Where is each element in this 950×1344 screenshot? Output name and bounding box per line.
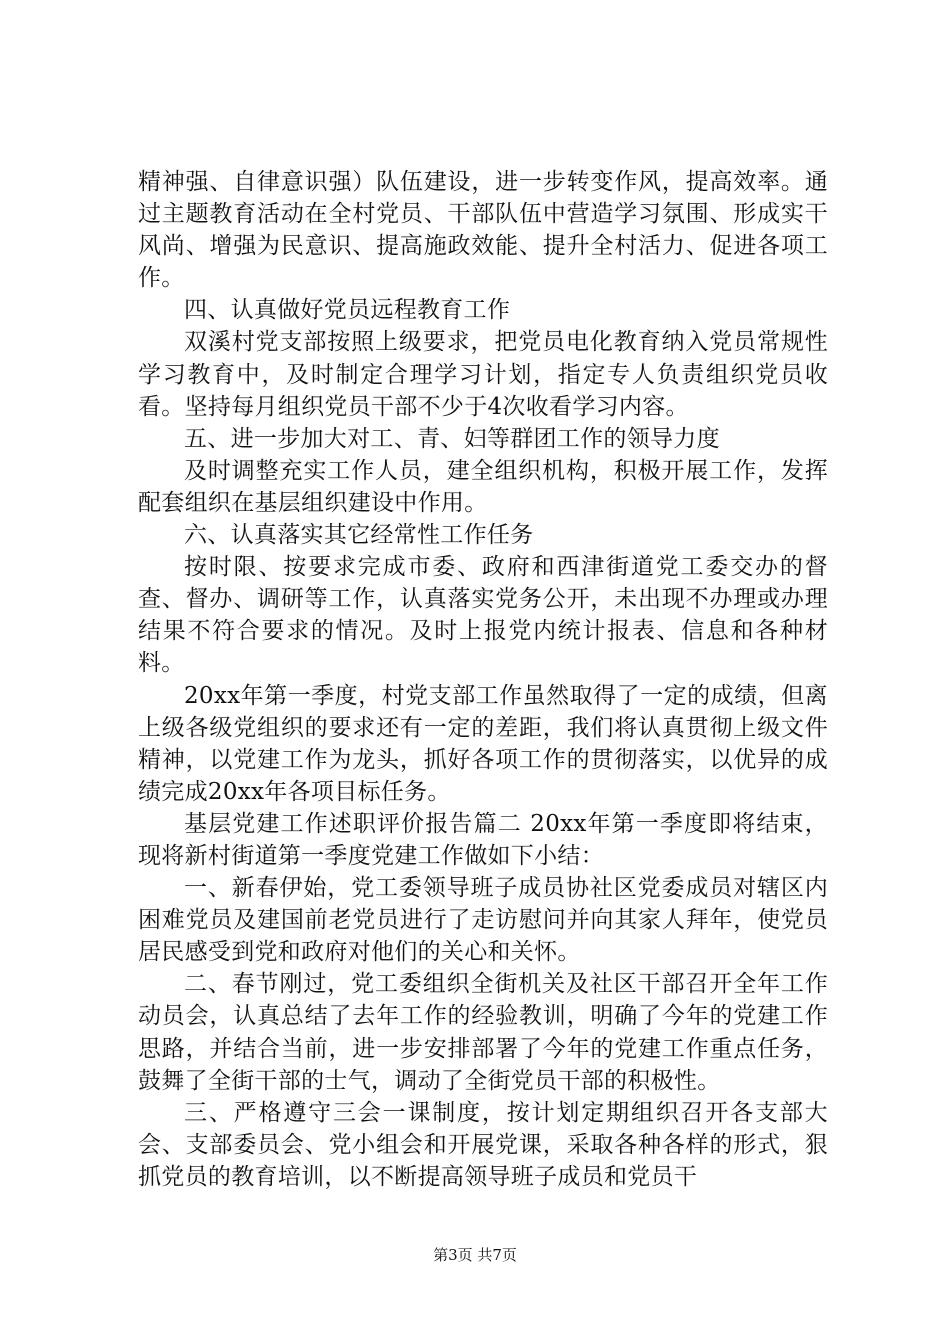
section-heading: 六、认真落实其它经常性工作任务 bbox=[184, 522, 534, 549]
paragraph: 精神强、自律意识强）队伍建设，进一步转变作风，提高效率。通过主题教育活动在全村党员、干部队伍中营造学习氛围、形成实干风尚、增强为民意识、提高施政效能、提升全村活力、促进各项工作。 bbox=[138, 169, 828, 292]
paragraph: 双溪村党支部按照上级要求，把党员电化教育纳入党员常规性学习教育中，及时制定合理学习计划，指定专人负责组织党员收看。坚持每月组织党员干部不少于4次收看学习内容。 bbox=[138, 329, 828, 420]
paragraph: 20xx年第一季度，村党支部工作虽然取得了一定的成绩，但离上级各级党组织的要求还有一定的差距，我们将认真贯彻上级文件精神，以党建工作为龙头，抓好各项工作的贯彻落实，以优异的成绩完成20xx年各项目标任务。 bbox=[138, 682, 828, 805]
paragraph: 二、春节刚过，党工委组织全街机关及社区干部召开全年工作动员会，认真总结了去年工作的经验教训，明确了今年的党建工作思路，并结合当前，进一步安排部署了今年的党建工作重点任务，鼓舞了全街干部的士气，调动了全街党员干部的积极性。 bbox=[138, 971, 828, 1094]
page-number-label: 第3页 共7页 bbox=[433, 1246, 517, 1264]
section-heading: 五、进一步加大对工、青、妇等群团工作的领导力度 bbox=[184, 425, 720, 452]
section-heading: 四、认真做好党员远程教育工作 bbox=[184, 297, 511, 324]
paragraph: 按时限、按要求完成市委、政府和西津街道党工委交办的督查、督办、调研等工作，认真落实党务公开，未出现不办理或办理结果不符合要求的情况。及时上报党内统计报表、信息和各种材料。 bbox=[138, 554, 828, 677]
page-footer bbox=[0, 1244, 950, 1265]
document-body bbox=[138, 166, 828, 1193]
paragraph: 三、严格遵守三会一课制度，按计划定期组织召开各支部大会、支部委员会、党小组会和开展党课，采取各种各样的形式，狠抓党员的教育培训，以不断提高领导班子成员和党员干 bbox=[138, 1099, 828, 1190]
paragraph: 及时调整充实工作人员，建全组织机构，积极开展工作，发挥配套组织在基层组织建设中作用。 bbox=[138, 457, 828, 516]
paragraph: 一、新春伊始，党工委领导班子成员协社区党委成员对辖区内困难党员及建国前老党员进行了走访慰问并向其家人拜年，使党员居民感受到党和政府对他们的关心和关怀。 bbox=[138, 875, 828, 966]
paragraph: 基层党建工作述职评价报告篇二 20xx年第一季度即将结束，现将新村街道第一季度党建工作做如下小结： bbox=[138, 810, 828, 869]
